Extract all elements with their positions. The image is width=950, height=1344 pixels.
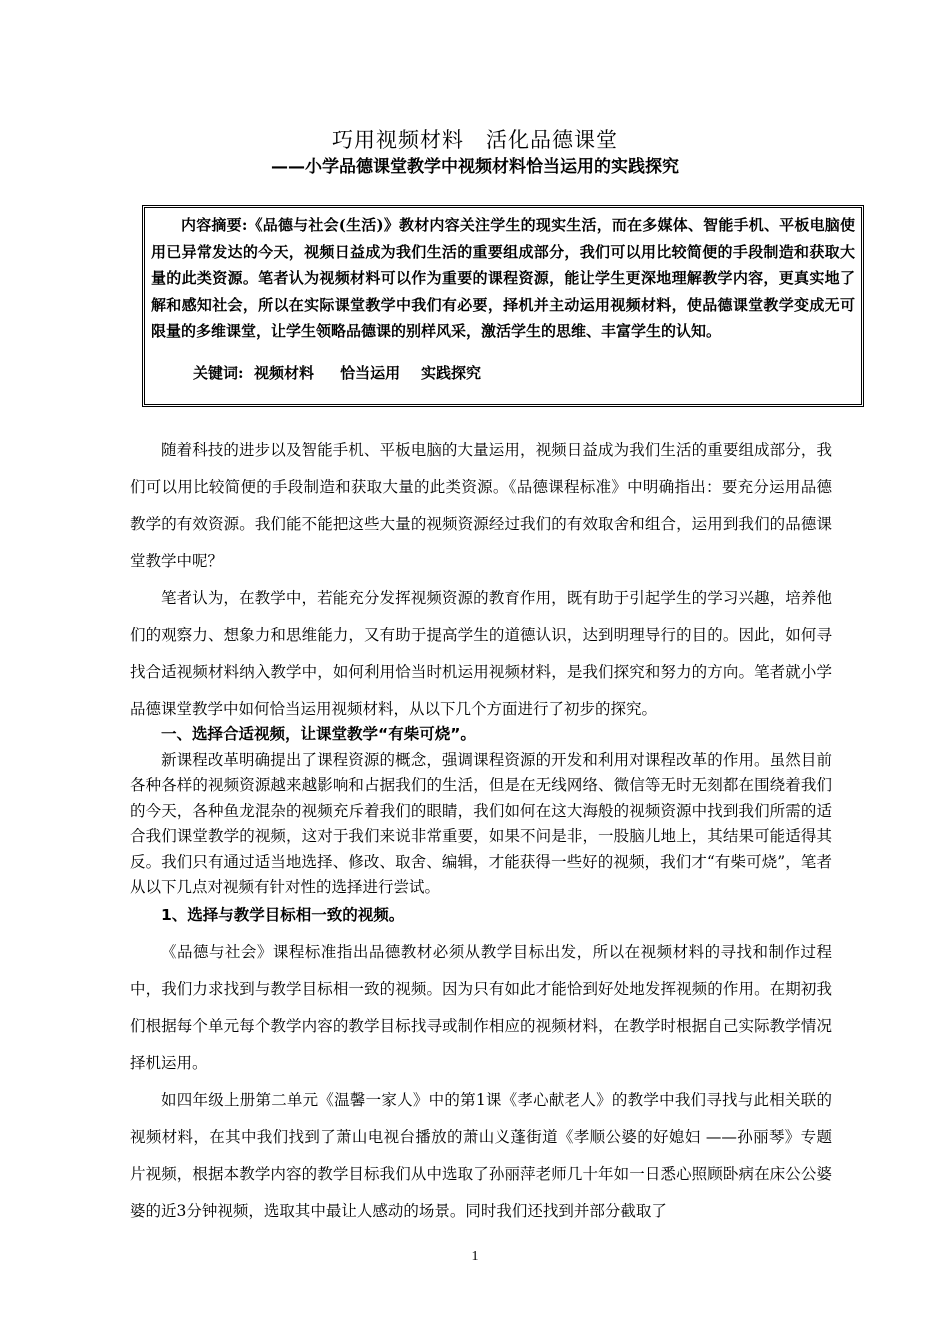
abstract-text: 内容摘要:《品德与社会(生活)》教材内容关注学生的现实生活，而在多媒体、智能手机、平板电脑使用已异常发达的今天，视频日益成为我们生活的重要组成部分，我们可以用比较简便的手段制造和获取大量的此类资源。笔者认为视频材料可以作为重要的课程资源，能让学生更深地理解教学内容，更真实地了解和感知社会，所以在实际课堂教学中我们有必要，择机并主动运用视频材料，使品德课堂教学变成无可限量的多维课堂，让学生领略品德课的别样风采，激活学生的思维、丰富学生的认知。 [151,216,855,340]
subsection-heading: 1、选择与教学目标相一致的视频。 [161,906,405,924]
body-paragraph: 随着科技的进步以及智能手机、平板电脑的大量运用，视频日益成为我们生活的重要组成部分，我们可以用比较简便的手段制造和获取大量的此类资源。《品德课程标准》中明确指出：要充分运用品德教学的有效资源。我们能不能把这些大量的视频资源经过我们的有效取舍和组合，运用到我们的品德课堂教学中呢？ [130,441,832,570]
section-1 [130,722,832,901]
section-heading: 一、选择合适视频，让课堂教学“有柴可烧”。 [161,725,476,743]
keywords-line: 关键词: 视频材料 恰当运用 实践探究 [193,363,481,382]
subsection-1 [130,897,832,1230]
page-number: 1 [471,1249,479,1264]
body-paragraph: 《品德与社会》课程标准指出品德教材必须从教学目标出发，所以在视频材料的寻找和制作过程中，我们力求找到与教学目标相一致的视频。因为只有如此才能恰到好处地发挥视频的作用。在期初我们根据每个单元每个教学内容的教学目标找寻或制作相应的视频材料，在教学时根据自己实际教学情况择机运用。 [130,943,832,1072]
body-paragraph: 笔者认为，在教学中，若能充分发挥视频资源的教育作用，既有助于引起学生的学习兴趣，培养他们的观察力、想象力和思维能力，又有助于提高学生的道德认识，达到明理导行的目的。因此，如何寻找合适视频材料纳入教学中，如何利用恰当时机运用视频材料，是我们探究和努力的方向。笔者就小学品德课堂教学中如何恰当运用视频材料，从以下几个方面进行了初步的探究。 [130,589,832,718]
abstract-box [142,205,864,407]
document-title: 巧用视频材料 活化品德课堂 [332,128,618,152]
document-subtitle: ——小学品德课堂教学中视频材料恰当运用的实践探究 [271,157,679,177]
intro-section [130,432,832,728]
body-paragraph: 如四年级上册第二单元《温馨一家人》中的第1课《孝心献老人》的教学中我们寻找与此相关联的视频材料，在其中我们找到了萧山电视台播放的萧山义蓬街道《孝顺公婆的好媳妇 ——孙丽琴》专题片视频，根据本教学内容的教学目标我们从中选取了孙丽萍老师几十年如一日悉心照顾卧病在床公公婆婆的近3分钟视频，选取其中最让人感动的场景。同时我们还找到并部分截取了 [130,1091,832,1220]
body-paragraph: 新课程改革明确提出了课程资源的概念，强调课程资源的开发和利用对课程改革的作用。虽然目前各种各样的视频资源越来越影响和占据我们的生活，但是在无线网络、微信等无时无刻都在围绕着我们的今天，各种鱼龙混杂的视频充斥着我们的眼睛，我们如何在这大海般的视频资源中找到我们所需的适合我们课堂教学的视频，这对于我们来说非常重要，如果不问是非，一股脑儿地上，其结果可能适得其反。我们只有通过适当地选择、修改、取舍、编辑，才能获得一些好的视频，我们才“有柴可烧”，笔者从以下几点对视频有针对性的选择进行尝试。 [130,750,832,896]
